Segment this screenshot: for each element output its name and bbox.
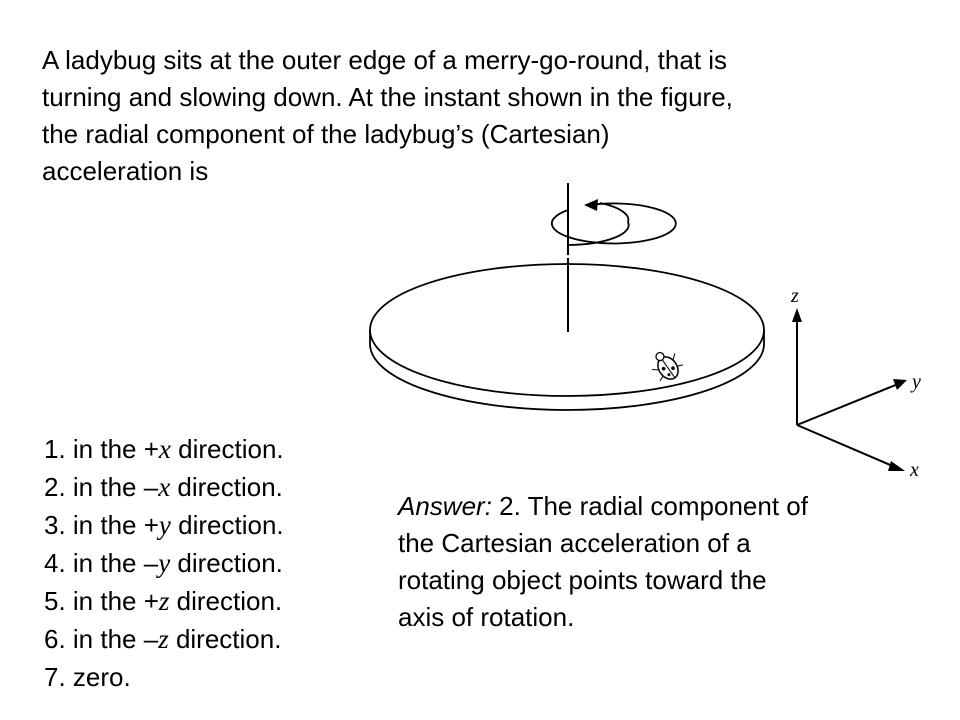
option-4[interactable]: 4. in the –y direction. [44,548,283,578]
question-line: acceleration is [42,156,209,186]
x-axis-label: x [910,459,919,481]
question-line: the radial component of the ladybug’s (Cartesian) [42,119,610,149]
x-axis [797,425,895,467]
merry-go-round-disk [370,264,764,410]
answer-label: Answer: [398,491,492,521]
answer-options [44,430,284,696]
question-line: turning and slowing down. At the instant shown in the figure, [42,82,733,112]
coordinate-axes [792,308,907,471]
answer-line: the Cartesian acceleration of a [398,528,751,558]
answer-line: rotating object points toward the [398,565,767,595]
answer-line: axis of rotation. [398,602,575,632]
option-5[interactable]: 5. in the +z direction. [44,586,283,616]
option-6[interactable]: 6. in the –z direction. [44,624,282,654]
option-7[interactable]: 7. zero. [44,662,131,692]
y-axis-label: y [912,371,921,393]
answer-line: Answer: 2. The radial component of [398,491,808,521]
question-line: A ladybug sits at the outer edge of a merry-go-round, that is [42,45,728,75]
option-2[interactable]: 2. in the –x direction. [44,472,283,502]
rotation-arrow-icon [552,199,676,245]
option-3[interactable]: 3. in the +y direction. [44,510,284,540]
option-1[interactable]: 1. in the +x direction. [44,434,284,464]
z-axis-label: z [791,285,799,307]
answer-explanation [398,488,918,636]
y-axis [797,384,898,425]
